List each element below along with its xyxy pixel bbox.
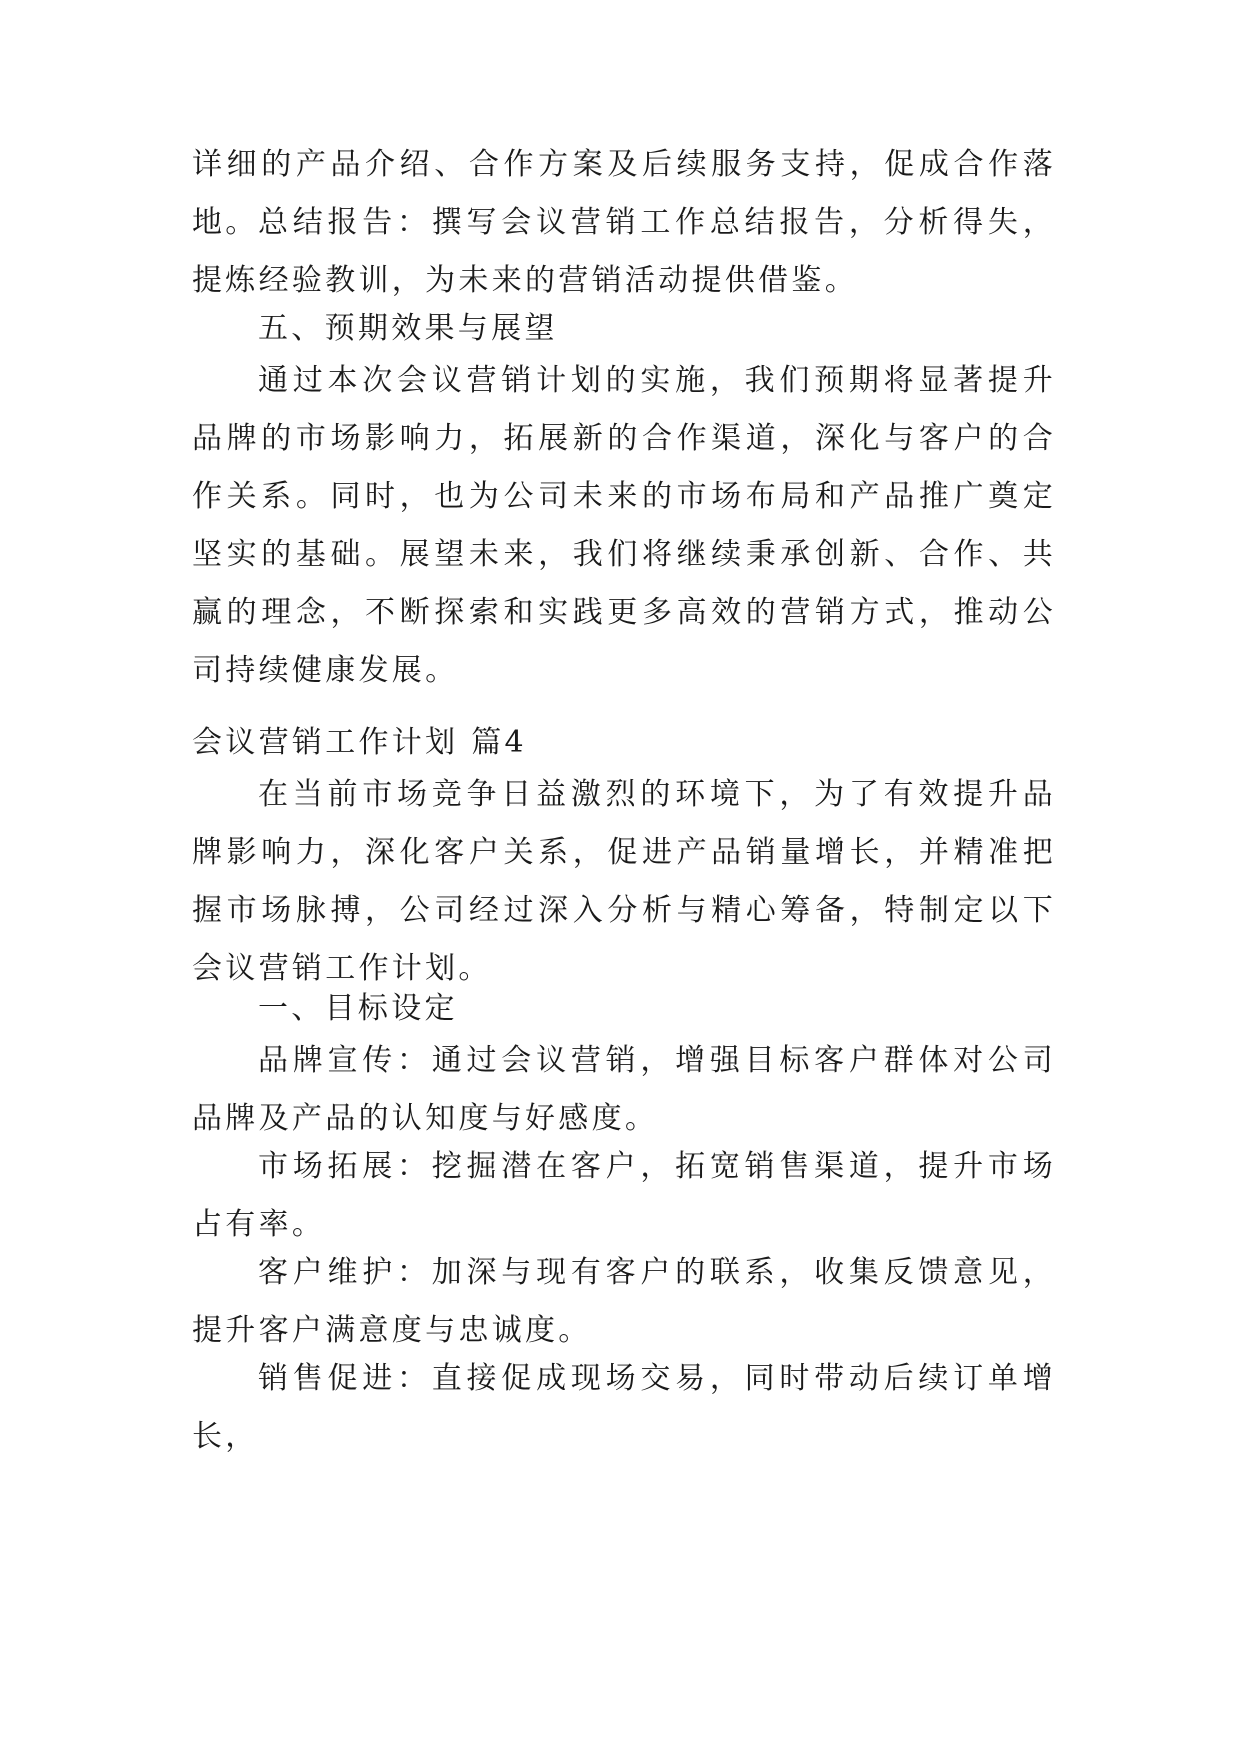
paragraph-continuation: 详细的产品介绍、合作方案及后续服务支持，促成合作落地。 — [192, 147, 1056, 240]
list-item-sales-promotion: 销售促进：直接促成现场交易，同时带动后续订单增长， — [192, 1361, 1056, 1454]
paragraph-introduction: 在当前市场竞争日益激烈的环境下，为了有效提升品牌影响力，深化客户关系，促进产品销量增长，并精准把握市场脉搏，公司经过深入分析与精心筹备，特制定以下会议营销工作计划。 — [192, 777, 1056, 986]
paragraph-summary-report: 总结报告：撰写会议营销工作总结报告，分析得失，提炼经验教训，为未来的营销活动提供借鉴。 — [192, 205, 1056, 298]
paragraph-expected-results: 通过本次会议营销计划的实施，我们预期将显著提升品牌的市场影响力，拓展新的合作渠道，深化与客户的合作关系。同时，也为公司未来的市场布局和产品推广奠定坚实的基础。展望未来，我们将继续秉承创新、合作、共赢的理念，不断探索和实践更多高效的营销方式，推动公司持续健康发展。 — [192, 363, 1056, 688]
article-title: 会议营销工作计划 篇4 — [192, 725, 527, 760]
list-item-market-expansion: 市场拓展：挖掘潜在客户，拓宽销售渠道，提升市场占有率。 — [192, 1149, 1056, 1242]
section-heading-goals: 一、目标设定 — [258, 991, 458, 1026]
list-item-brand-promotion: 品牌宣传：通过会议营销，增强目标客户群体对公司品牌及产品的认知度与好感度。 — [192, 1043, 1056, 1136]
section-heading-expected-results: 五、预期效果与展望 — [258, 311, 558, 346]
list-item-customer-maintenance: 客户维护：加深与现有客户的联系，收集反馈意见，提升客户满意度与忠诚度。 — [192, 1255, 1056, 1348]
